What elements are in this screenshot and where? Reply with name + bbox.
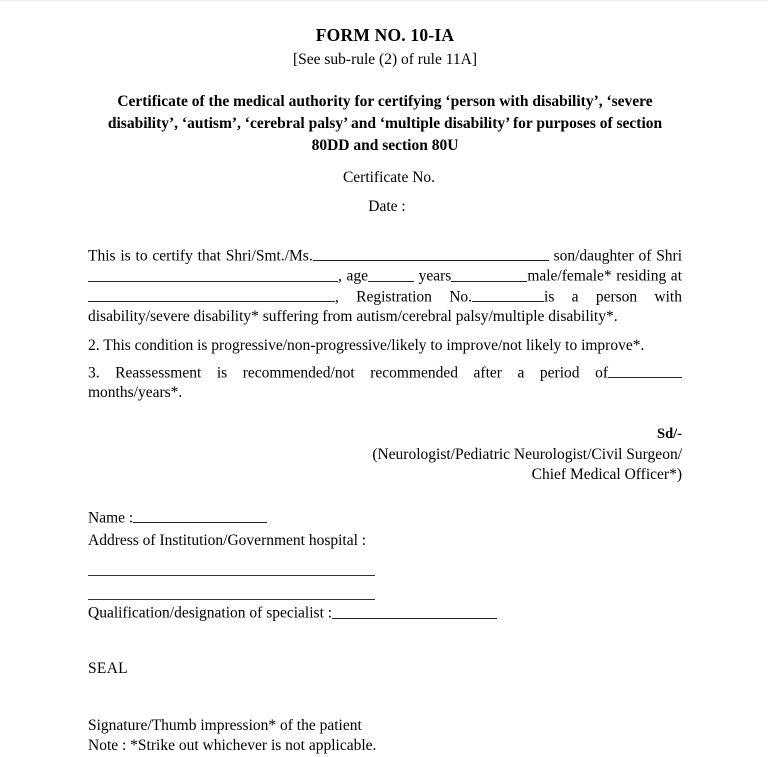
signature-block bbox=[88, 425, 682, 486]
age-blank[interactable] bbox=[368, 266, 414, 281]
registration-number-blank[interactable] bbox=[472, 287, 544, 302]
male-female-text: male/female* bbox=[527, 267, 612, 285]
certificate-number-label: Certificate No. bbox=[342, 169, 436, 186]
condition-progression-item: 2. This condition is progressive/non-progressive/likely to improve/not likely to improve*. bbox=[88, 336, 645, 354]
address-field-label: Address of Institution/Government hospital : bbox=[88, 532, 367, 550]
name-field-label: Name : bbox=[88, 509, 134, 527]
authority-designation-line-1: (Neurologist/Pediatric Neurologist/Civil Surgeon/ bbox=[372, 445, 682, 463]
strike-out-note: Note : *Strike out whichever is not applicable. bbox=[88, 737, 377, 755]
authority-designation-line-2: Chief Medical Officer*) bbox=[531, 466, 682, 484]
page-title: FORM NO. 10-IA bbox=[315, 25, 455, 45]
certification-paragraph bbox=[88, 246, 682, 328]
issuer-name-blank[interactable] bbox=[133, 508, 267, 523]
reassessment-period-blank[interactable] bbox=[608, 363, 682, 378]
reassessment-text: 3. Reassessment is recommended/not recommended after a period of bbox=[88, 364, 608, 382]
qualification-field-label: Qualification/designation of specialist : bbox=[88, 604, 333, 622]
registration-label-text: , Registration No. bbox=[335, 288, 473, 306]
qualification-field-row bbox=[88, 603, 682, 623]
date-label: Date : bbox=[368, 198, 406, 215]
certificate-heading: Certificate of the medical authority for certifying ‘person with disability’, ‘severe disability’, ‘autism’, ‘cerebral palsy’ and ‘multiple disability’ for purposes of section 80DD and section 80U bbox=[107, 93, 663, 154]
document-content bbox=[88, 0, 682, 757]
father-name-blank[interactable] bbox=[88, 266, 338, 281]
footer-section bbox=[88, 716, 682, 757]
seal-label: SEAL bbox=[88, 659, 128, 677]
name-field-row bbox=[88, 508, 682, 528]
address-line-1-blank[interactable] bbox=[88, 575, 375, 576]
years-label-text: years bbox=[418, 267, 452, 285]
disability-description-text: is a person with disability/severe disability* suffering from autism/cerebral palsy/multiple disability*. bbox=[88, 288, 682, 326]
months-years-text: months/years*. bbox=[88, 384, 183, 402]
patient-name-blank[interactable] bbox=[313, 246, 549, 261]
issuer-details-section bbox=[88, 508, 682, 624]
father-label-text: Shri bbox=[656, 247, 683, 265]
reassessment-item bbox=[88, 363, 682, 404]
patient-signature-label: Signature/Thumb impression* of the patient bbox=[88, 716, 362, 734]
age-label-text: , age bbox=[338, 267, 368, 285]
gender-blank[interactable] bbox=[451, 266, 527, 281]
son-daughter-text: son/daughter of bbox=[553, 247, 652, 265]
address-blank[interactable] bbox=[88, 287, 335, 302]
sd-signature-mark: Sd/- bbox=[657, 426, 682, 443]
sub-rule-reference: [See sub-rule (2) of rule 11A] bbox=[292, 51, 478, 68]
certify-intro-text: This is to certify that Shri/Smt./Ms. bbox=[88, 247, 313, 265]
qualification-blank[interactable] bbox=[332, 603, 497, 618]
residing-label-text: residing at bbox=[616, 267, 682, 285]
address-line-2-blank[interactable] bbox=[88, 599, 375, 600]
